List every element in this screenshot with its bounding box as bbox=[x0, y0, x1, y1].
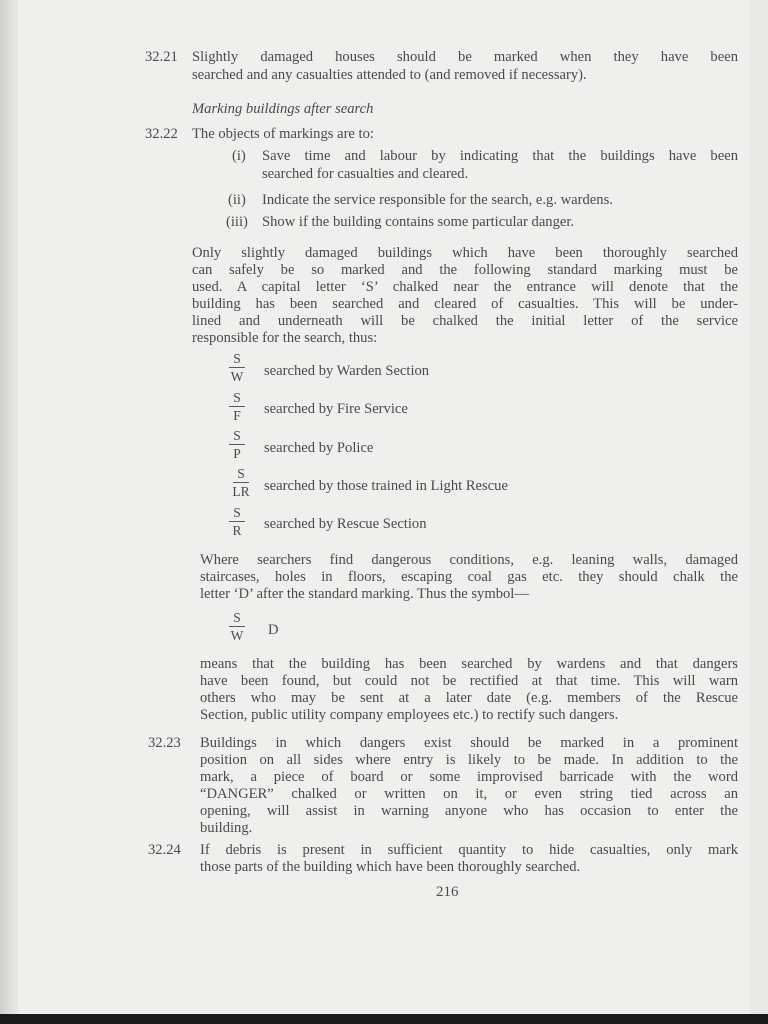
book-spine-shadow bbox=[0, 0, 20, 1024]
chalk-mark-s-r bbox=[224, 506, 250, 538]
section-heading: Marking buildings after search bbox=[192, 101, 374, 117]
mark-top-letter: S bbox=[237, 466, 245, 481]
mark-description: searched by Police bbox=[264, 440, 374, 456]
mark-underline bbox=[229, 521, 245, 522]
para1-line: responsible for the search, thus: bbox=[192, 330, 378, 346]
mark-underline bbox=[229, 444, 245, 445]
list-item-label: (i) bbox=[232, 148, 246, 164]
s3223-line: building. bbox=[200, 820, 253, 836]
section-number-32-22: 32.22 bbox=[145, 126, 178, 142]
chalk-mark-s-w-danger bbox=[224, 611, 250, 643]
list-item-label: (ii) bbox=[228, 192, 246, 208]
s3223-line: Buildings in which dangers exist should be marked in a prominent bbox=[200, 735, 738, 751]
para3-line: means that the building has been searched by wardens and that dangers bbox=[200, 656, 738, 672]
mark-top-letter: S bbox=[233, 428, 241, 443]
para1-line: lined and underneath will be chalked the initial letter of the service bbox=[192, 313, 738, 329]
s3223-line: opening, will assist in warning anyone who has occasion to enter the bbox=[200, 803, 738, 819]
s3223-line: position on all sides where entry is likely to be made. In addition to the bbox=[200, 752, 738, 768]
page-bottom-edge bbox=[0, 1014, 768, 1024]
s3223-line: mark, a piece of board or some improvised barricade with the word bbox=[200, 769, 738, 785]
s3221-line-1: Slightly damaged houses should be marked when they have been bbox=[192, 49, 738, 65]
section-number-32-21: 32.21 bbox=[145, 49, 178, 65]
mark-underline bbox=[233, 482, 249, 483]
mark-bottom-letter: LR bbox=[232, 484, 250, 499]
mark-top-letter: S bbox=[233, 390, 241, 405]
para2-line: staircases, holes in floors, escaping coal gas etc. they should chalk the bbox=[200, 569, 738, 585]
list-item-label: (iii) bbox=[226, 214, 248, 230]
para1-line: can safely be so marked and the following standard marking must be bbox=[192, 262, 738, 278]
para3-line: have been found, but could not be rectified at that time. This will warn bbox=[200, 673, 738, 689]
s3222-intro: The objects of markings are to: bbox=[192, 126, 374, 142]
list-item-line: Save time and labour by indicating that the buildings have been bbox=[262, 148, 738, 164]
mark-bottom-letter: W bbox=[230, 628, 244, 643]
s3224-line-2: those parts of the building which have been thoroughly searched. bbox=[200, 859, 581, 875]
mark-bottom-letter: R bbox=[232, 523, 242, 538]
list-item-line: searched for casualties and cleared. bbox=[262, 166, 469, 182]
list-item-line: Show if the building contains some particular danger. bbox=[262, 214, 575, 230]
mark-top-letter: S bbox=[233, 351, 241, 366]
chalk-mark-s-lr bbox=[228, 467, 254, 499]
para2-line: Where searchers find dangerous conditions, e.g. leaning walls, damaged bbox=[200, 552, 738, 568]
mark-underline bbox=[229, 626, 245, 627]
mark-bottom-letter: W bbox=[230, 369, 244, 384]
para1-line: Only slightly damaged buildings which have been thoroughly searched bbox=[192, 245, 738, 261]
s3221-line-2: searched and any casualties attended to (and removed if necessary). bbox=[192, 67, 587, 83]
section-number-32-23: 32.23 bbox=[148, 735, 181, 751]
mark-top-letter: S bbox=[233, 610, 241, 625]
mark-underline bbox=[229, 406, 245, 407]
mark-description: searched by Fire Service bbox=[264, 401, 408, 417]
mark-description: searched by Rescue Section bbox=[264, 516, 427, 532]
mark-description: searched by those trained in Light Rescue bbox=[264, 478, 508, 494]
mark-bottom-letter: P bbox=[233, 446, 241, 461]
para1-line: building has been searched and cleared of casualties. This will be under- bbox=[192, 296, 738, 312]
list-item-line: Indicate the service responsible for the search, e.g. wardens. bbox=[262, 192, 613, 208]
para2-line: letter ‘D’ after the standard marking. Thus the symbol— bbox=[200, 586, 529, 602]
s3224-line-1: If debris is present in sufficient quantity to hide casualties, only mark bbox=[200, 842, 738, 858]
chalk-mark-s-w bbox=[224, 352, 250, 384]
para3-line: others who may be sent at a later date (e.g. members of the Rescue bbox=[200, 690, 738, 706]
s3223-line: “DANGER” chalked or written on it, or even string tied across an bbox=[200, 786, 738, 802]
mark-description: searched by Warden Section bbox=[264, 363, 430, 379]
chalk-mark-s-p bbox=[224, 429, 250, 461]
para1-line: used. A capital letter ‘S’ chalked near the entrance will denote that the bbox=[192, 279, 738, 295]
mark-bottom-letter: F bbox=[233, 408, 241, 423]
section-number-32-24: 32.24 bbox=[148, 842, 181, 858]
para3-line: Section, public utility company employees etc.) to rectify such dangers. bbox=[200, 707, 619, 723]
danger-letter: D bbox=[268, 622, 279, 638]
mark-underline bbox=[229, 367, 245, 368]
mark-top-letter: S bbox=[233, 505, 241, 520]
page-number: 216 bbox=[436, 884, 459, 900]
chalk-mark-s-f bbox=[224, 391, 250, 423]
